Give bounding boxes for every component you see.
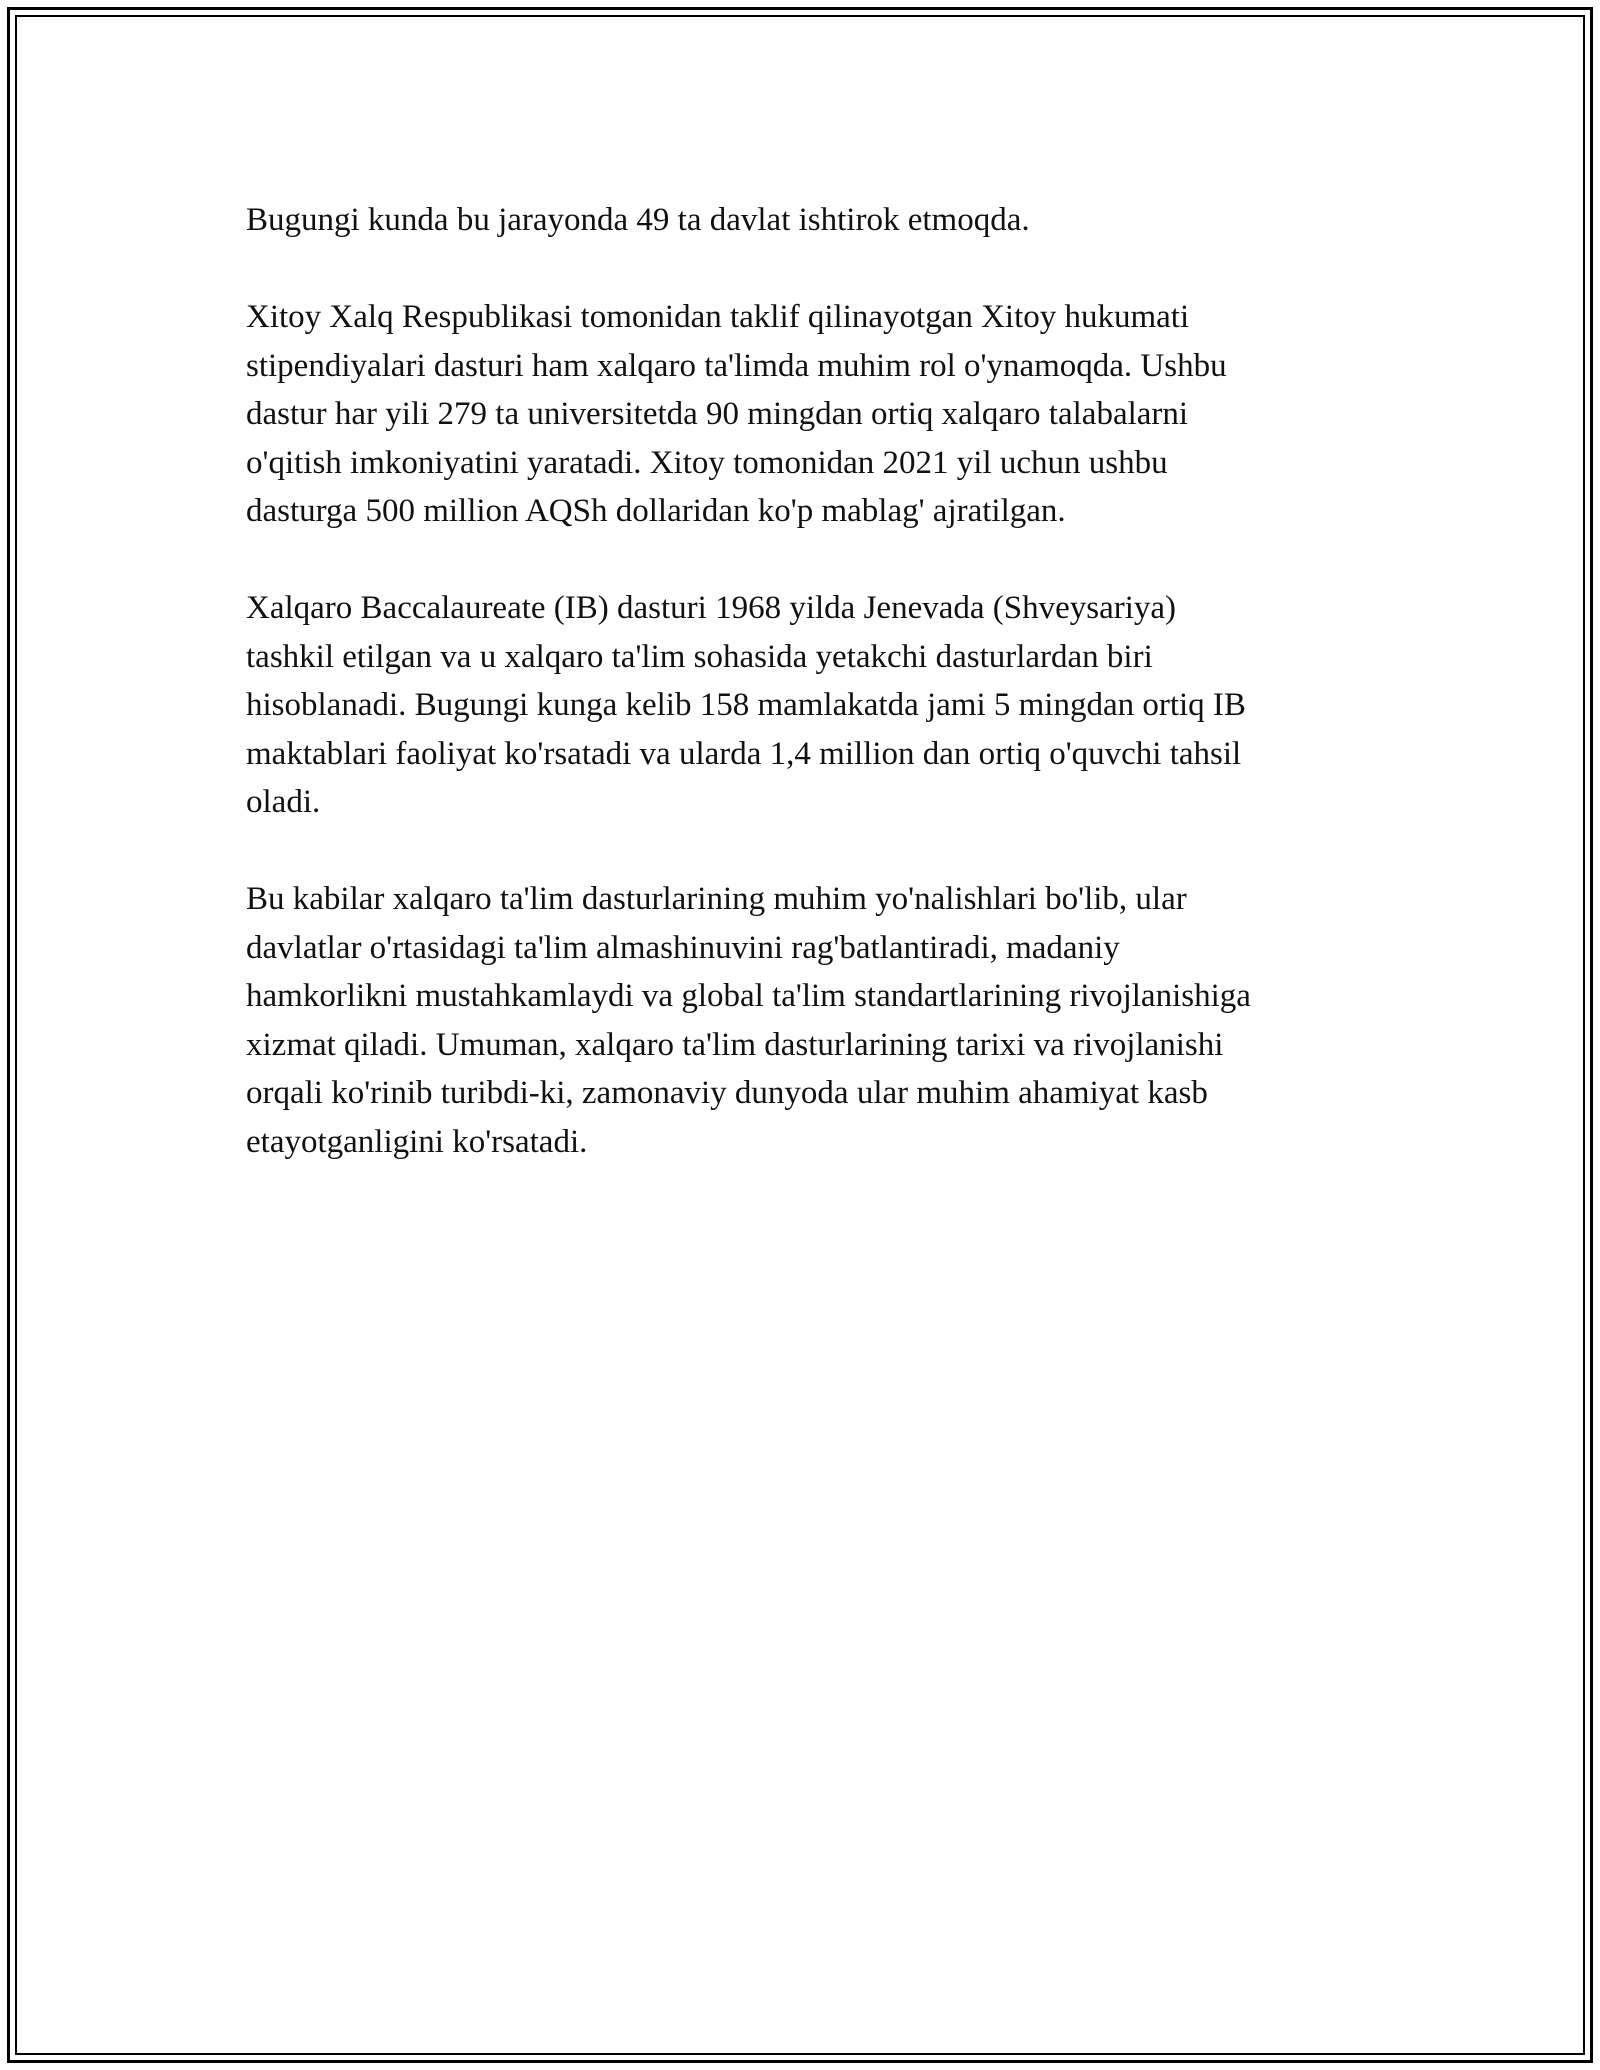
paragraph-conclusion: Bu kabilar xalqaro ta'lim dasturlarining muhim yo'nalishlari bo'lib, ular davlatlar o'rtasidagi ta'lim almashinuvini rag'batlantiradi, madaniy hamkorlikni mustahkamlaydi va global ta'lim standartlarining rivojlanishiga xizmat qiladi. Umuman, xalqaro ta'lim dasturlarining tarixi va rivojlanishi orqali ko'rinib turibdi-ki, zamonaviy dunyoda ular muhim ahamiyat kasb etayotganligini ko'rsatadi. xyxy=(246,881,1251,1160)
paragraph-international-baccalaureate: Xalqaro Baccalaureate (IB) dasturi 1968 yilda Jenevada (Shveysariya) tashkil etilgan va u xalqaro ta'lim sohasida yetakchi dasturlardan biri hisoblanadi. Bugungi kunga kelib 158 mamlakatda jami 5 mingdan ortiq IB maktablari faoliyat ko'rsatadi va ularda 1,4 million dan ortiq o'quvchi tahsil oladi. xyxy=(246,590,1246,820)
page-border xyxy=(7,7,1593,2063)
paragraph-participating-countries: Bugungi kunda bu jarayonda 49 ta davlat ishtirok etmoqda. xyxy=(246,202,1030,238)
document-body xyxy=(246,196,1376,1215)
paragraph-china-scholarship: Xitoy Xalq Respublikasi tomonidan taklif qilinayotgan Xitoy hukumati stipendiyalari dasturi ham xalqaro ta'limda muhim rol o'ynamoqda. Ushbu dastur har yili 279 ta universitetda 90 mingdan ortiq xalqaro talabalarni o'qitish imkoniyatini yaratadi. Xitoy tomonidan 2021 yil uchun ushbu dasturga 500 million AQSh dollaridan ko'p mablag' ajratilgan. xyxy=(246,299,1227,529)
